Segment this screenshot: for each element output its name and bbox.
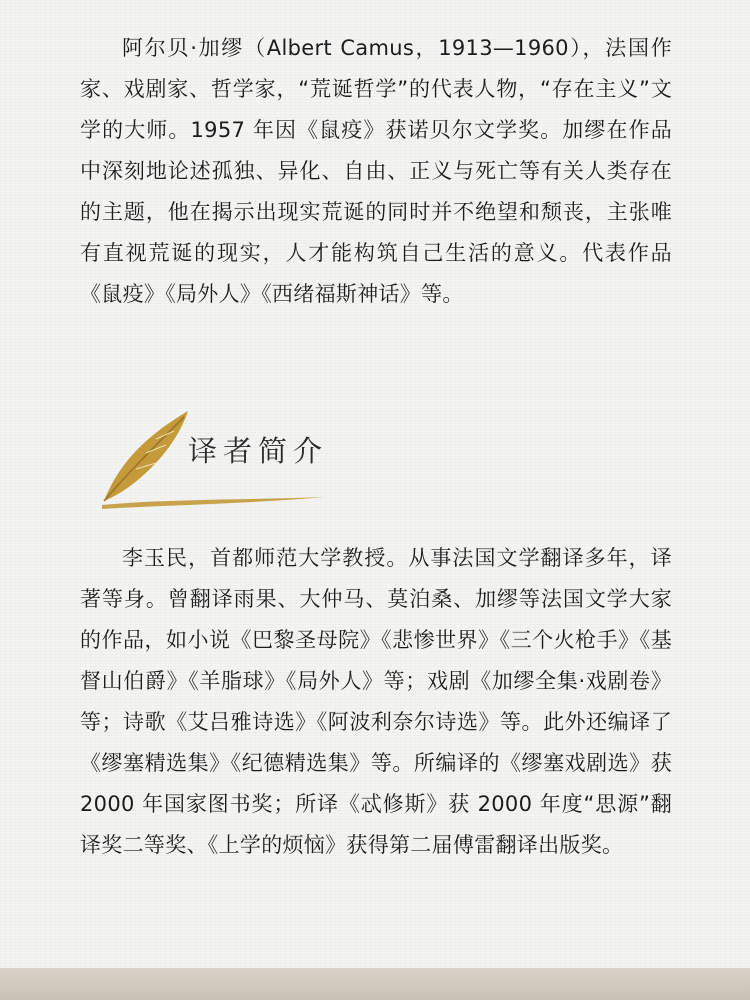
page-bottom-band <box>0 968 750 1000</box>
translator-heading <box>96 405 336 515</box>
translator-introduction <box>80 538 672 866</box>
translator-heading-title: 译者简介 <box>188 434 329 468</box>
author-introduction <box>80 28 672 315</box>
author-bio-paragraph: 阿尔贝·加缪（Albert Camus，1913—1960），法国作家、戏剧家、哲学家，“荒诞哲学”的代表人物，“存在主义”文学的大师。1957 年因《鼠疫》获诺贝尔文学奖。加缪在作品中深刻地论述孤独、异化、自由、正义与死亡等有关人类存在的主题，他在揭示出现实荒诞的同时并不绝望和颓丧，主张唯有直视荒诞的现实，人才能构筑自己生活的意义。代表作品《鼠疫》《局外人》《西绪福斯神话》等。 <box>80 36 672 306</box>
translator-bio-paragraph: 李玉民，首都师范大学教授。从事法国文学翻译多年，译著等身。曾翻译雨果、大仲马、莫泊桑、加缪等法国文学大家的作品，如小说《巴黎圣母院》《悲惨世界》《三个火枪手》《基督山伯爵》《羊脂球》《局外人》等；戏剧《加缪全集·戏剧卷》等；诗歌《艾吕雅诗选》《阿波利奈尔诗选》等。此外还编译了《缪塞精选集》《纪德精选集》等。所编译的《缪塞戏剧选》获 2000 年国家图书奖；所译《忒修斯》获 2000 年度“思源”翻译奖二等奖、《上学的烦恼》获得第二届傅雷翻译出版奖。 <box>80 546 672 857</box>
